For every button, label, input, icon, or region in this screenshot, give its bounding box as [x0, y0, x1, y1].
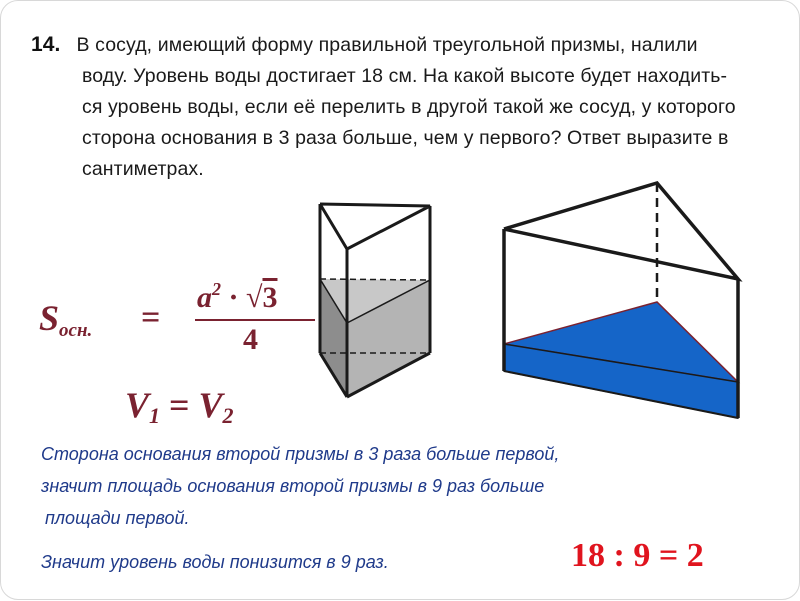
problem-line-4: сторона основания в 3 раза больше, чем у первого? Ответ выразите в: [82, 127, 729, 149]
explanation-line-1: Сторона основания второй призмы в 3 раза больше первой,: [41, 444, 560, 464]
problem-line-2: воду. Уровень воды достигает 18 см. На какой высоте будет находить-: [82, 65, 728, 87]
large-prism-figure: [504, 183, 738, 418]
small-prism-figure: [320, 204, 430, 397]
answer: 18 : 9 = 2: [571, 537, 704, 574]
area-numerator: $a^2 \cdot √3$: [197, 279, 278, 314]
area-denominator: 4: [243, 323, 258, 356]
area-equals: =: [141, 299, 161, 336]
explanation-line-4: Значит уровень воды понизится в 9 раз.: [41, 552, 389, 572]
sqrt-icon: √: [246, 281, 263, 314]
area-formula: [39, 279, 289, 359]
problem-number: 14.: [31, 33, 61, 56]
problem-line-5: сантиметрах.: [82, 158, 204, 180]
problem-line-3: ся уровень воды, если её перелить в другой такой же сосуд, у которого: [82, 96, 736, 118]
volume-equality: $V_1 = V_2$: [125, 385, 234, 428]
fraction-bar: [195, 319, 315, 321]
area-lhs: $S_{осн.}$: [39, 298, 93, 341]
problem-line-1: 14. В сосуд, имеющий форму правильной треугольной призмы, налили: [31, 33, 698, 56]
explanation-line-3: площади первой.: [45, 508, 190, 528]
area-subscript: осн.: [59, 320, 93, 341]
explanation-line-2: значит площадь основания второй призмы в 9 раз больше: [41, 476, 545, 496]
